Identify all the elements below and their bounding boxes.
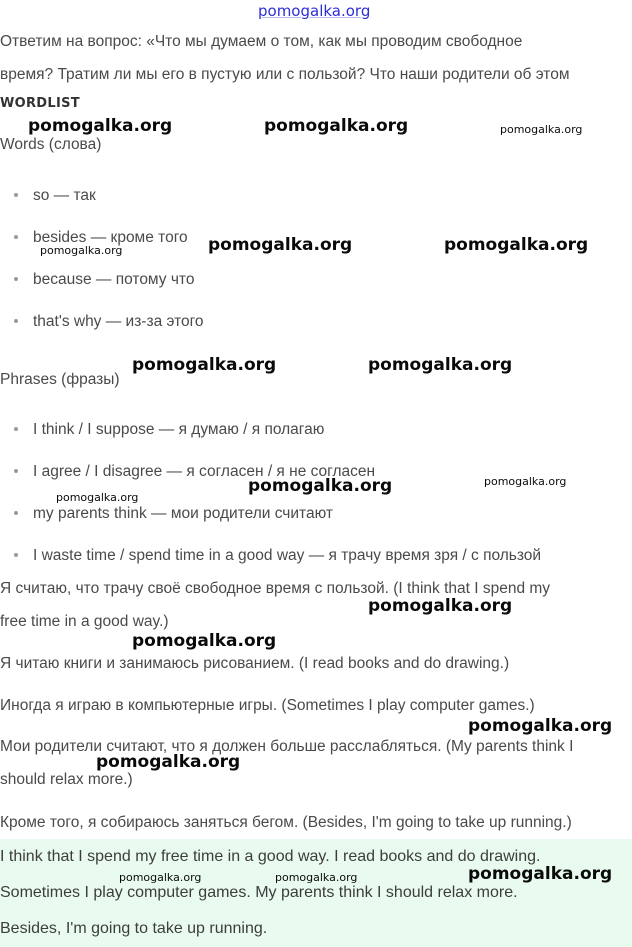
bullet-dot-icon (14, 193, 18, 197)
watermark: pomogalka.org (28, 116, 173, 136)
intro-line-2: время? Тратим ли мы его в пустую или с пользой? Что наши родители об этом (0, 66, 570, 83)
sentence-3: Иногда я играю в компьютерные игры. (Sometimes I play computer games.) (0, 697, 535, 714)
watermark: pomogalka.org (248, 476, 393, 496)
sentence-1-line-2: free time in a good way.) (0, 613, 169, 630)
summary-block (0, 839, 632, 947)
watermark: pomogalka.org (368, 355, 513, 375)
watermark: pomogalka.org (40, 244, 123, 257)
watermark: pomogalka.org (368, 596, 513, 616)
phrases-label: Phrases (фразы) (0, 371, 120, 388)
list-item: besides — кроме того (14, 229, 188, 247)
site-watermark-link[interactable]: pomogalka.org (258, 2, 371, 20)
watermark: pomogalka.org (208, 235, 353, 255)
summary-line-2: Sometimes I play computer games. My parents think I should relax more. (0, 884, 518, 901)
watermark: pomogalka.org (468, 716, 613, 736)
sentence-2: Я читаю книги и занимаюсь рисованием. (I read books and do drawing.) (0, 655, 510, 672)
watermark: pomogalka.org (56, 491, 139, 504)
bullet-dot-icon (14, 319, 18, 323)
bullet-dot-icon (14, 427, 18, 431)
list-item: I agree / I disagree — я согласен / я не согласен (14, 463, 375, 481)
watermark: pomogalka.org (468, 864, 613, 884)
words-label: Words (слова) (0, 136, 102, 153)
intro-line-1: Ответим на вопрос: «Что мы думаем о том, как мы проводим свободное (0, 33, 523, 50)
watermark: pomogalka.org (96, 752, 241, 772)
wordlist-heading: WORDLIST (0, 96, 80, 111)
watermark: pomogalka.org (500, 123, 583, 136)
watermark: pomogalka.org (132, 631, 277, 651)
list-item: my parents think — мои родители считают (14, 505, 333, 523)
watermark: pomogalka.org (275, 871, 358, 884)
list-item: I think / I suppose — я думаю / я полагаю (14, 421, 324, 439)
list-item: because — потому что (14, 271, 194, 289)
sentence-4-line-1: Мои родители считают, что я должен больше расслабляться. (My parents think I (0, 738, 574, 755)
summary-line-1: I think that I spend my free time in a good way. I read books and do drawing. (0, 848, 541, 865)
summary-line-3: Besides, I'm going to take up running. (0, 920, 268, 937)
watermark: pomogalka.org (132, 355, 277, 375)
watermark: pomogalka.org (444, 235, 589, 255)
bullet-dot-icon (14, 511, 18, 515)
bullet-dot-icon (14, 469, 18, 473)
watermark: pomogalka.org (119, 871, 202, 884)
bullet-dot-icon (14, 277, 18, 281)
bullet-dot-icon (14, 553, 18, 557)
list-item: I waste time / spend time in a good way — я трачу время зря / с пользой (14, 547, 541, 565)
sentence-1-line-1: Я считаю, что трачу своё свободное время с пользой. (I think that I spend my (0, 580, 551, 597)
watermark: pomogalka.org (484, 475, 567, 488)
watermark: pomogalka.org (264, 116, 409, 136)
list-item: that's why — из-за этого (14, 313, 204, 331)
sentence-5: Кроме того, я собираюсь заняться бегом. (Besides, I'm going to take up running.) (0, 814, 572, 831)
list-item: so — так (14, 187, 96, 205)
sentence-4-line-2: should relax more.) (0, 771, 133, 788)
bullet-dot-icon (14, 235, 18, 239)
